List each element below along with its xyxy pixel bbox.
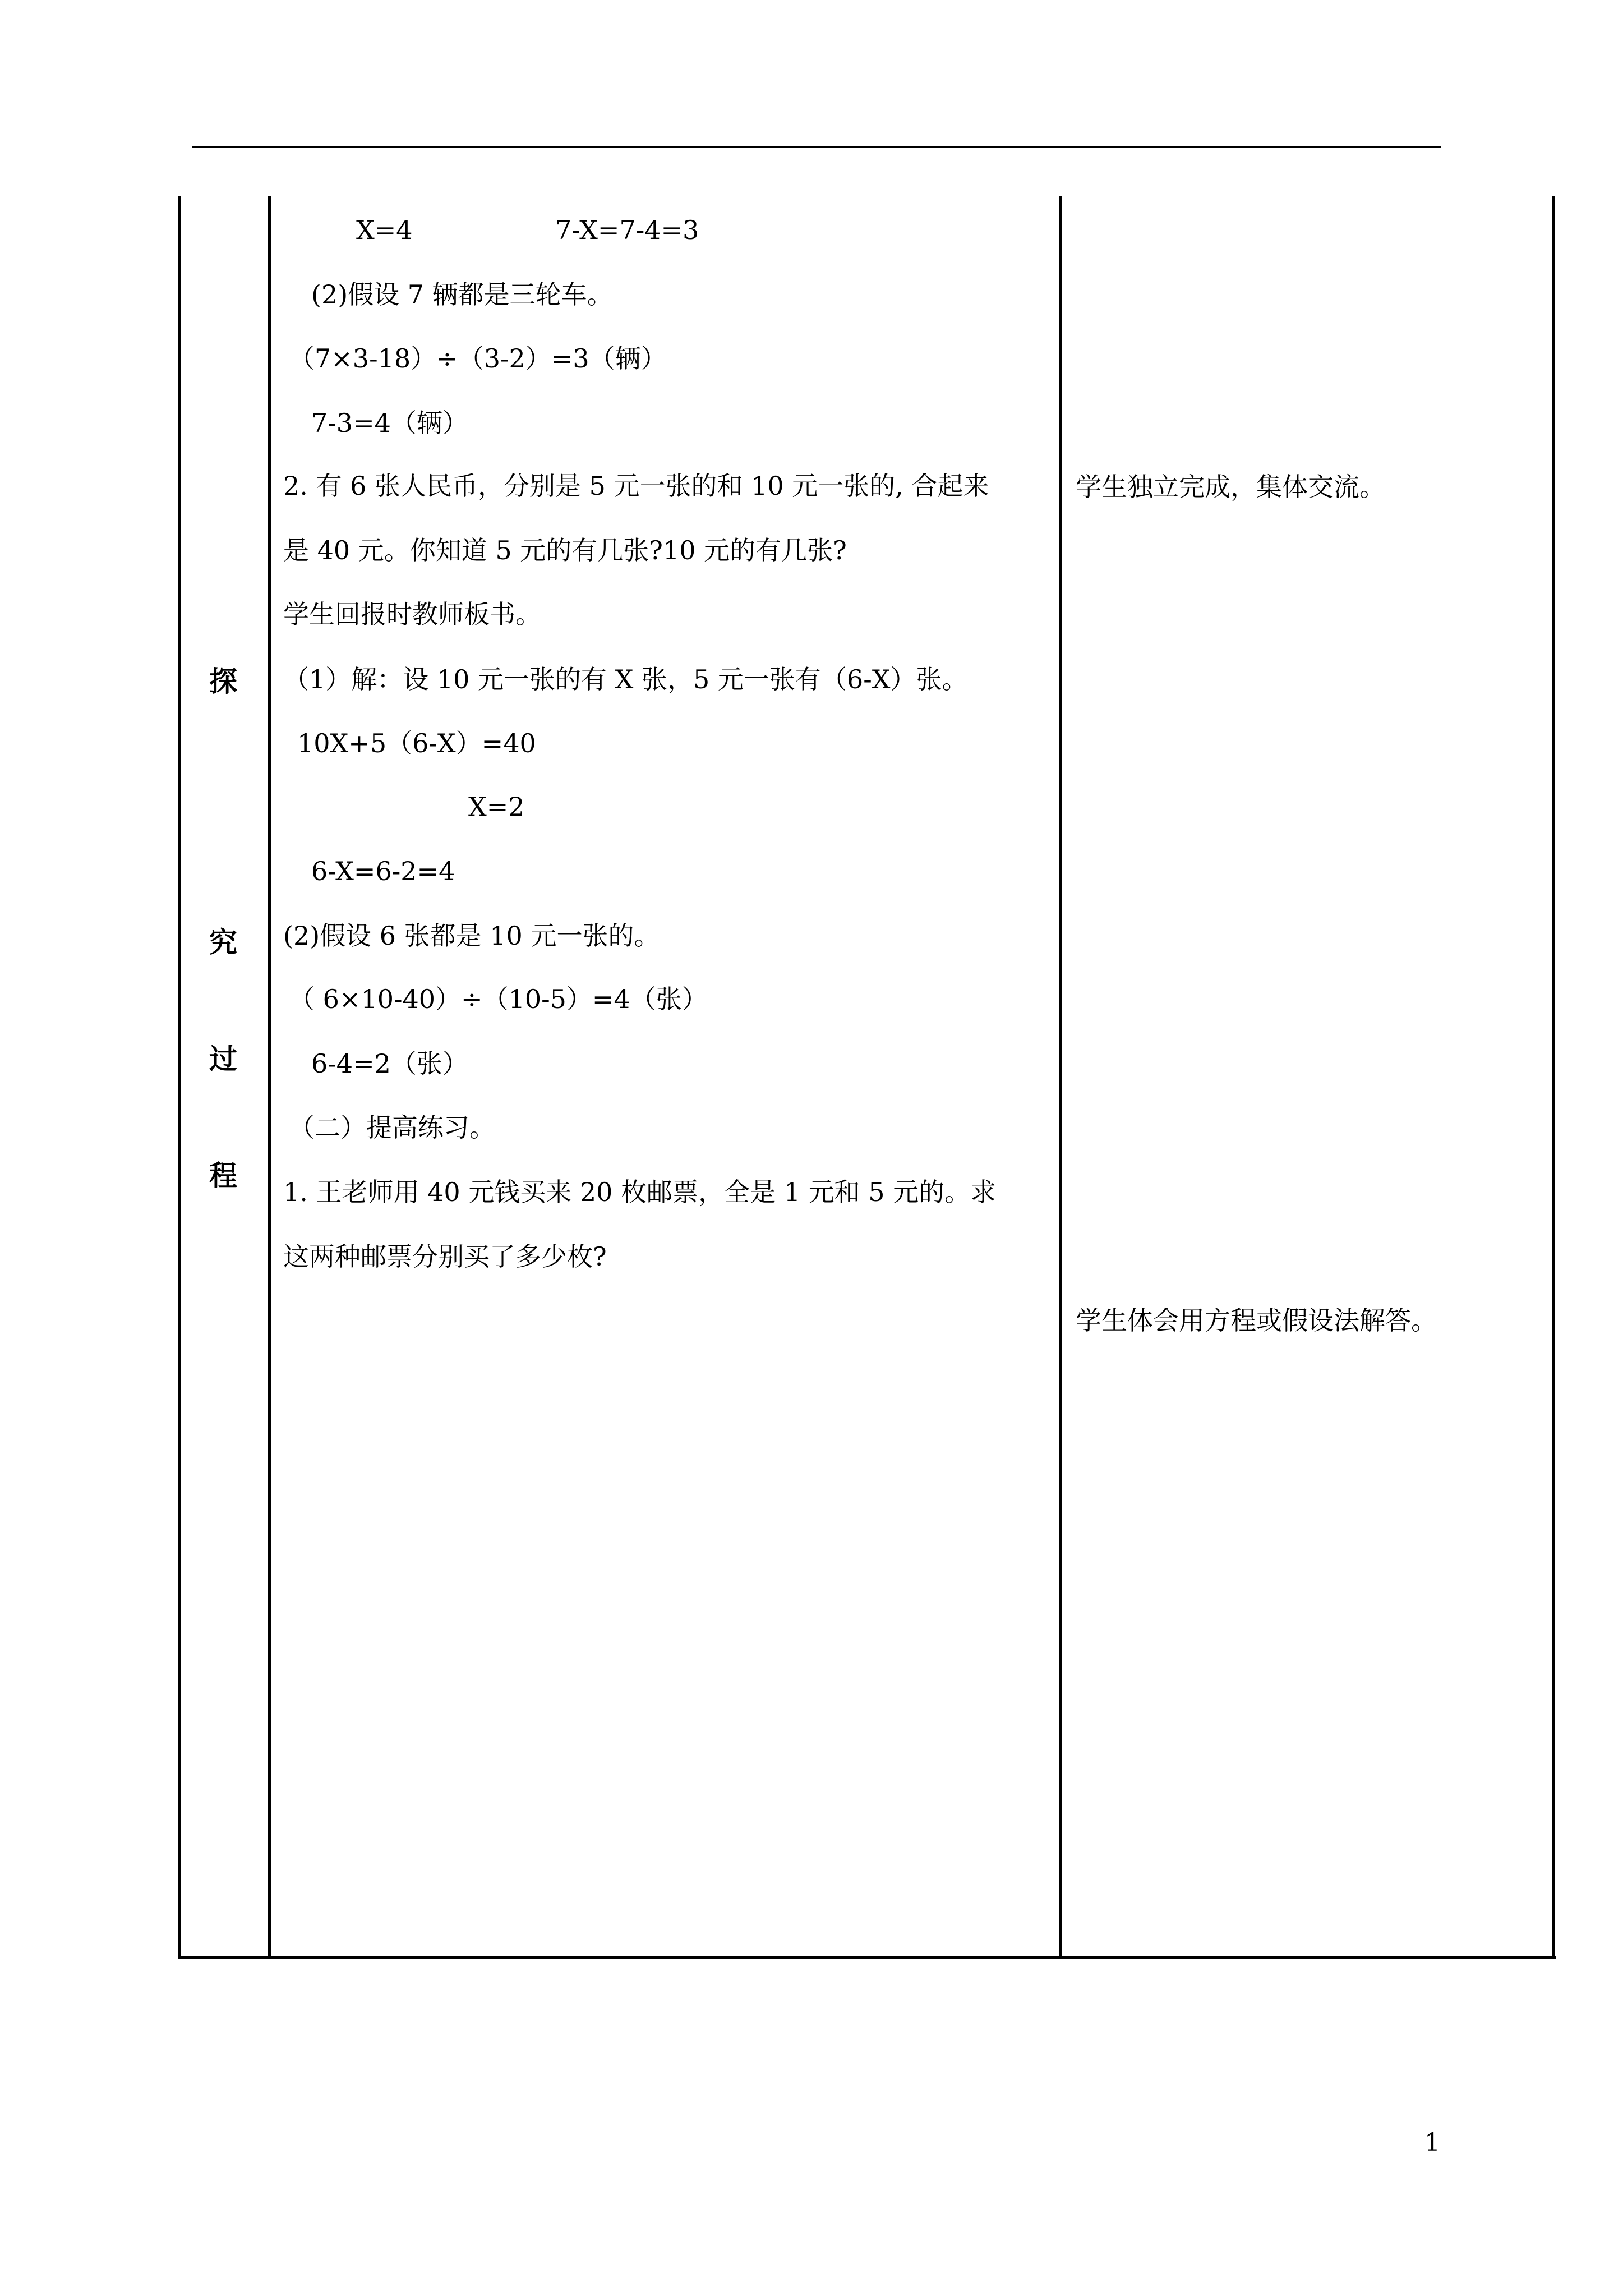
table-border-left: [178, 196, 181, 1959]
content-line: 2. 有 6 张人民币，分别是 5 元一张的和 10 元一张的, 合起来: [283, 471, 989, 501]
content-line: （7×3-18）÷（3-2）=3（辆）: [289, 343, 667, 374]
section-label-char: 究: [209, 926, 237, 959]
column-divider-notes: [1059, 196, 1062, 1959]
table-border-bottom: [178, 1956, 1556, 1959]
section-label-char: 程: [209, 1159, 237, 1192]
teacher-note: 学生体会用方程或假设法解答。: [1076, 1305, 1437, 1336]
lesson-table: [178, 196, 1556, 1959]
content-line: (2)假设 6 张都是 10 元一张的。: [283, 921, 660, 951]
content-line: （1）解：设 10 元一张的有 X 张，5 元一张有（6-X）张。: [283, 664, 968, 694]
page-number: 1: [1424, 2128, 1440, 2157]
content-line: 7-3=4（辆）: [311, 408, 468, 438]
section-label-char: 探: [209, 665, 237, 698]
column-divider-label: [268, 196, 271, 1959]
content-line: 1. 王老师用 40 元钱买来 20 枚邮票，全是 1 元和 5 元的。求: [283, 1177, 997, 1207]
table-border-right: [1552, 196, 1555, 1959]
header-rule: [192, 146, 1441, 148]
content-line: X=2: [468, 792, 525, 822]
content-line: 6-X=6-2=4: [311, 856, 455, 886]
content-line: 学生回报时教师板书。: [283, 599, 541, 629]
section-label-char: 过: [209, 1042, 237, 1075]
content-line: 6-4=2（张）: [311, 1048, 468, 1079]
teacher-note: 学生独立完成，集体交流。: [1076, 472, 1385, 502]
content-line: X=4: [356, 215, 413, 245]
content-line: （ 6×10-40）÷（10-5）=4（张）: [289, 984, 708, 1014]
content-line: 这两种邮票分别买了多少枚?: [283, 1241, 607, 1272]
content-line: 是 40 元。你知道 5 元的有几张?10 元的有几张?: [283, 535, 847, 565]
content-line: 10X+5（6-X）=40: [297, 728, 536, 758]
content-line: 7-X=7-4=3: [555, 215, 699, 245]
content-line: （二）提高练习。: [289, 1112, 495, 1143]
content-line: (2)假设 7 辆都是三轮车。: [311, 279, 613, 310]
